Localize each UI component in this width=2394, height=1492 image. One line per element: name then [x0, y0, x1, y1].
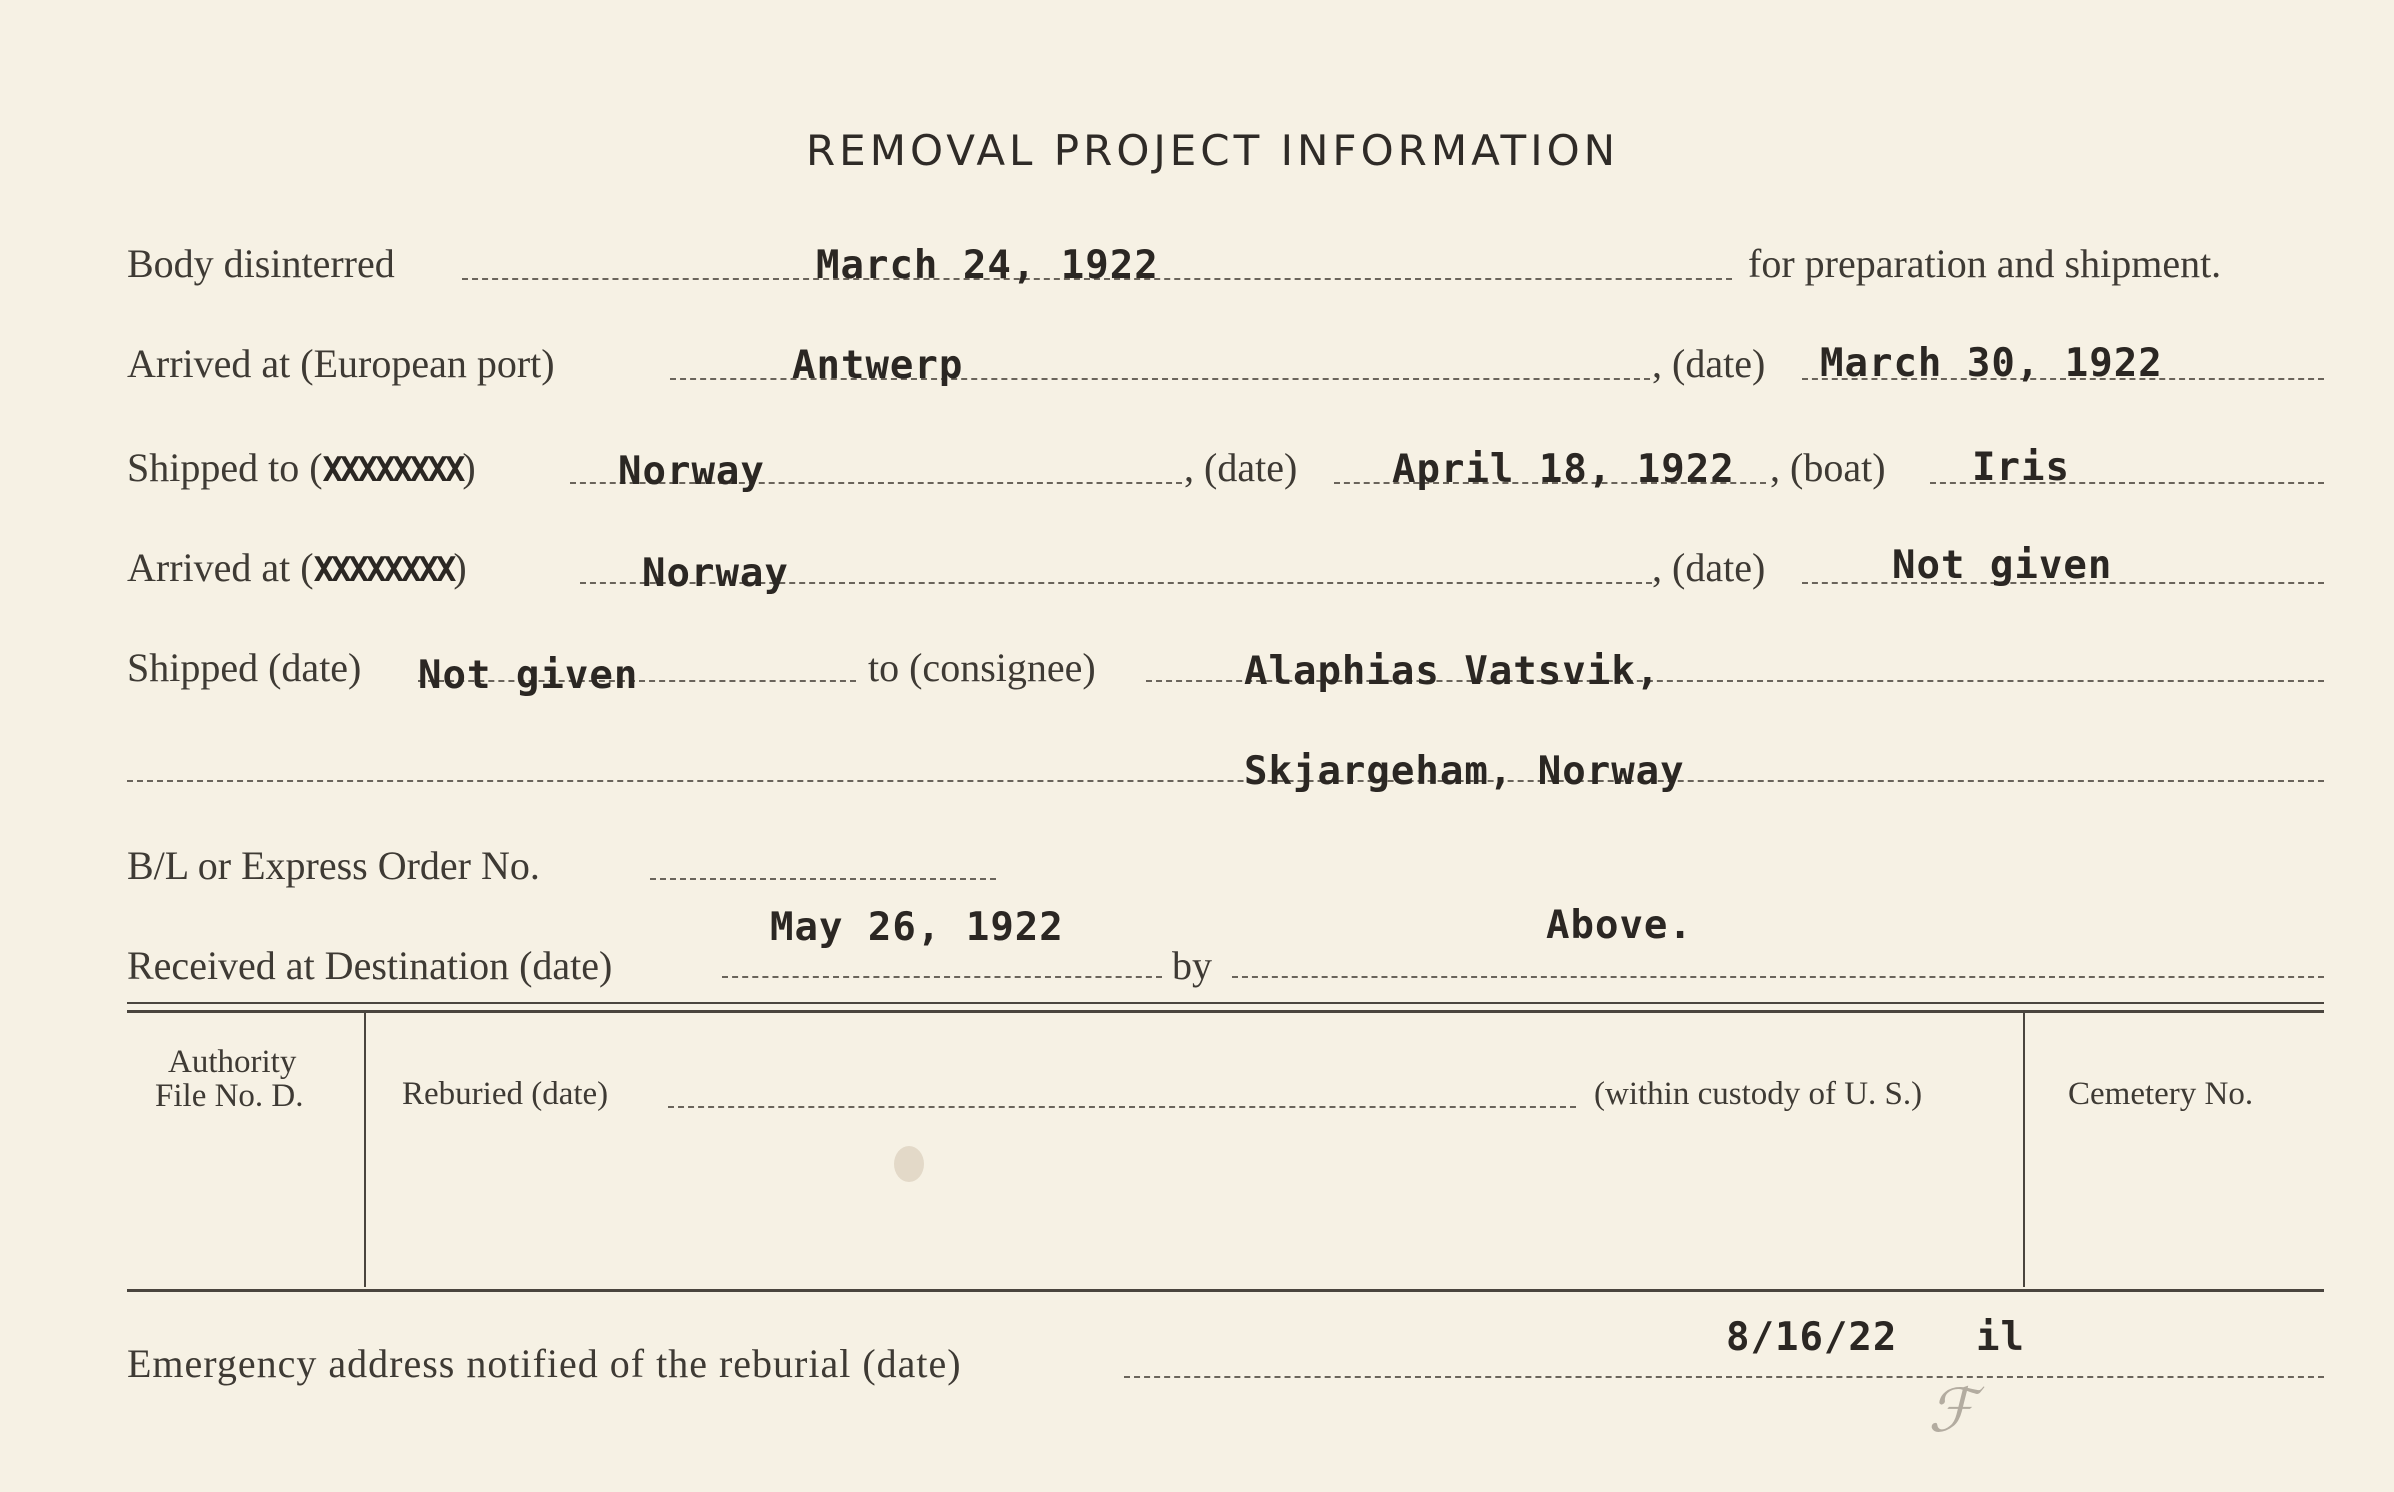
arrived-at-value: Norway [642, 551, 789, 596]
received-label: Received at Destination (date) [127, 943, 613, 988]
cemetery-label: Cemetery No. [2068, 1076, 2254, 1112]
shipped-to-date-label: , (date) [1184, 445, 1298, 490]
card-title: REMOVAL PROJECT INFORMATION [806, 126, 1620, 175]
double-rule-top [127, 1002, 2324, 1004]
custody-label: (within custody of U. S.) [1594, 1076, 1923, 1112]
arrived-port-label: Arrived at (European port) [127, 341, 555, 386]
emergency-label: Emergency address notified of the reburial (date) [127, 1341, 962, 1386]
arrived-at-label-start: Arrived at ( [127, 545, 314, 590]
reburied-fill-line [668, 1106, 1576, 1108]
box-divider-left [364, 1013, 366, 1287]
reburied-label: Reburied (date) [402, 1076, 609, 1112]
arrived-at-date: Not given [1892, 543, 2113, 588]
received-by-value: Above. [1546, 903, 1693, 948]
arrived-at-label [127, 545, 467, 590]
authority-label-line2: File No. D. [155, 1078, 304, 1114]
box-bottom-rule [127, 1289, 2324, 1292]
paper-smudge [894, 1146, 924, 1182]
consignee-name: Alaphias Vatsvik, [1244, 649, 1661, 694]
box-divider-right [2023, 1013, 2025, 1287]
double-rule-bottom [127, 1010, 2324, 1013]
received-date-line [722, 976, 1162, 978]
emergency-date: 8/16/22 [1726, 1315, 1898, 1360]
bl-order-label: B/L or Express Order No. [127, 843, 540, 888]
disinterred-label: Body disinterred [127, 241, 395, 286]
emergency-initials: il [1976, 1315, 2025, 1360]
consignee-address-line [127, 780, 2324, 782]
consignee-label: to (consignee) [868, 645, 1096, 690]
arrived-at-label-end: ) [453, 545, 467, 590]
shipped-to-label [127, 445, 476, 490]
bl-order-fill-line [650, 878, 996, 880]
authority-label-line1: Authority [168, 1044, 297, 1080]
arrived-port-value: Antwerp [792, 343, 964, 388]
shipped-to-label-start: Shipped to ( [127, 445, 323, 490]
shipped-to-date: April 18, 1922 [1392, 447, 1735, 492]
emergency-fill-line [1124, 1376, 2324, 1378]
pencil-mark: ℱ [1928, 1378, 1976, 1444]
boat-label: , (boat) [1770, 445, 1886, 490]
boat-value: Iris [1972, 445, 2070, 490]
received-by-label: by [1172, 943, 1212, 988]
shipped-to-struck-text: XXXXXXXX [322, 450, 463, 490]
received-date: May 26, 1922 [770, 905, 1064, 950]
disinterred-date: March 24, 1922 [816, 243, 1159, 288]
shipped-date-value: Not given [418, 653, 639, 698]
arrived-at-struck-text: XXXXXXXX [313, 550, 454, 590]
received-by-line [1232, 976, 2324, 978]
arrived-port-date-label: , (date) [1652, 341, 1766, 386]
disinterred-suffix: for preparation and shipment. [1748, 241, 2222, 286]
shipped-date-label: Shipped (date) [127, 645, 362, 690]
shipped-to-label-end: ) [462, 445, 476, 490]
arrived-at-date-label: , (date) [1652, 545, 1766, 590]
consignee-address: Skjargeham, Norway [1244, 749, 1685, 794]
shipped-to-value: Norway [618, 449, 765, 494]
arrived-port-date: March 30, 1922 [1820, 341, 2163, 386]
